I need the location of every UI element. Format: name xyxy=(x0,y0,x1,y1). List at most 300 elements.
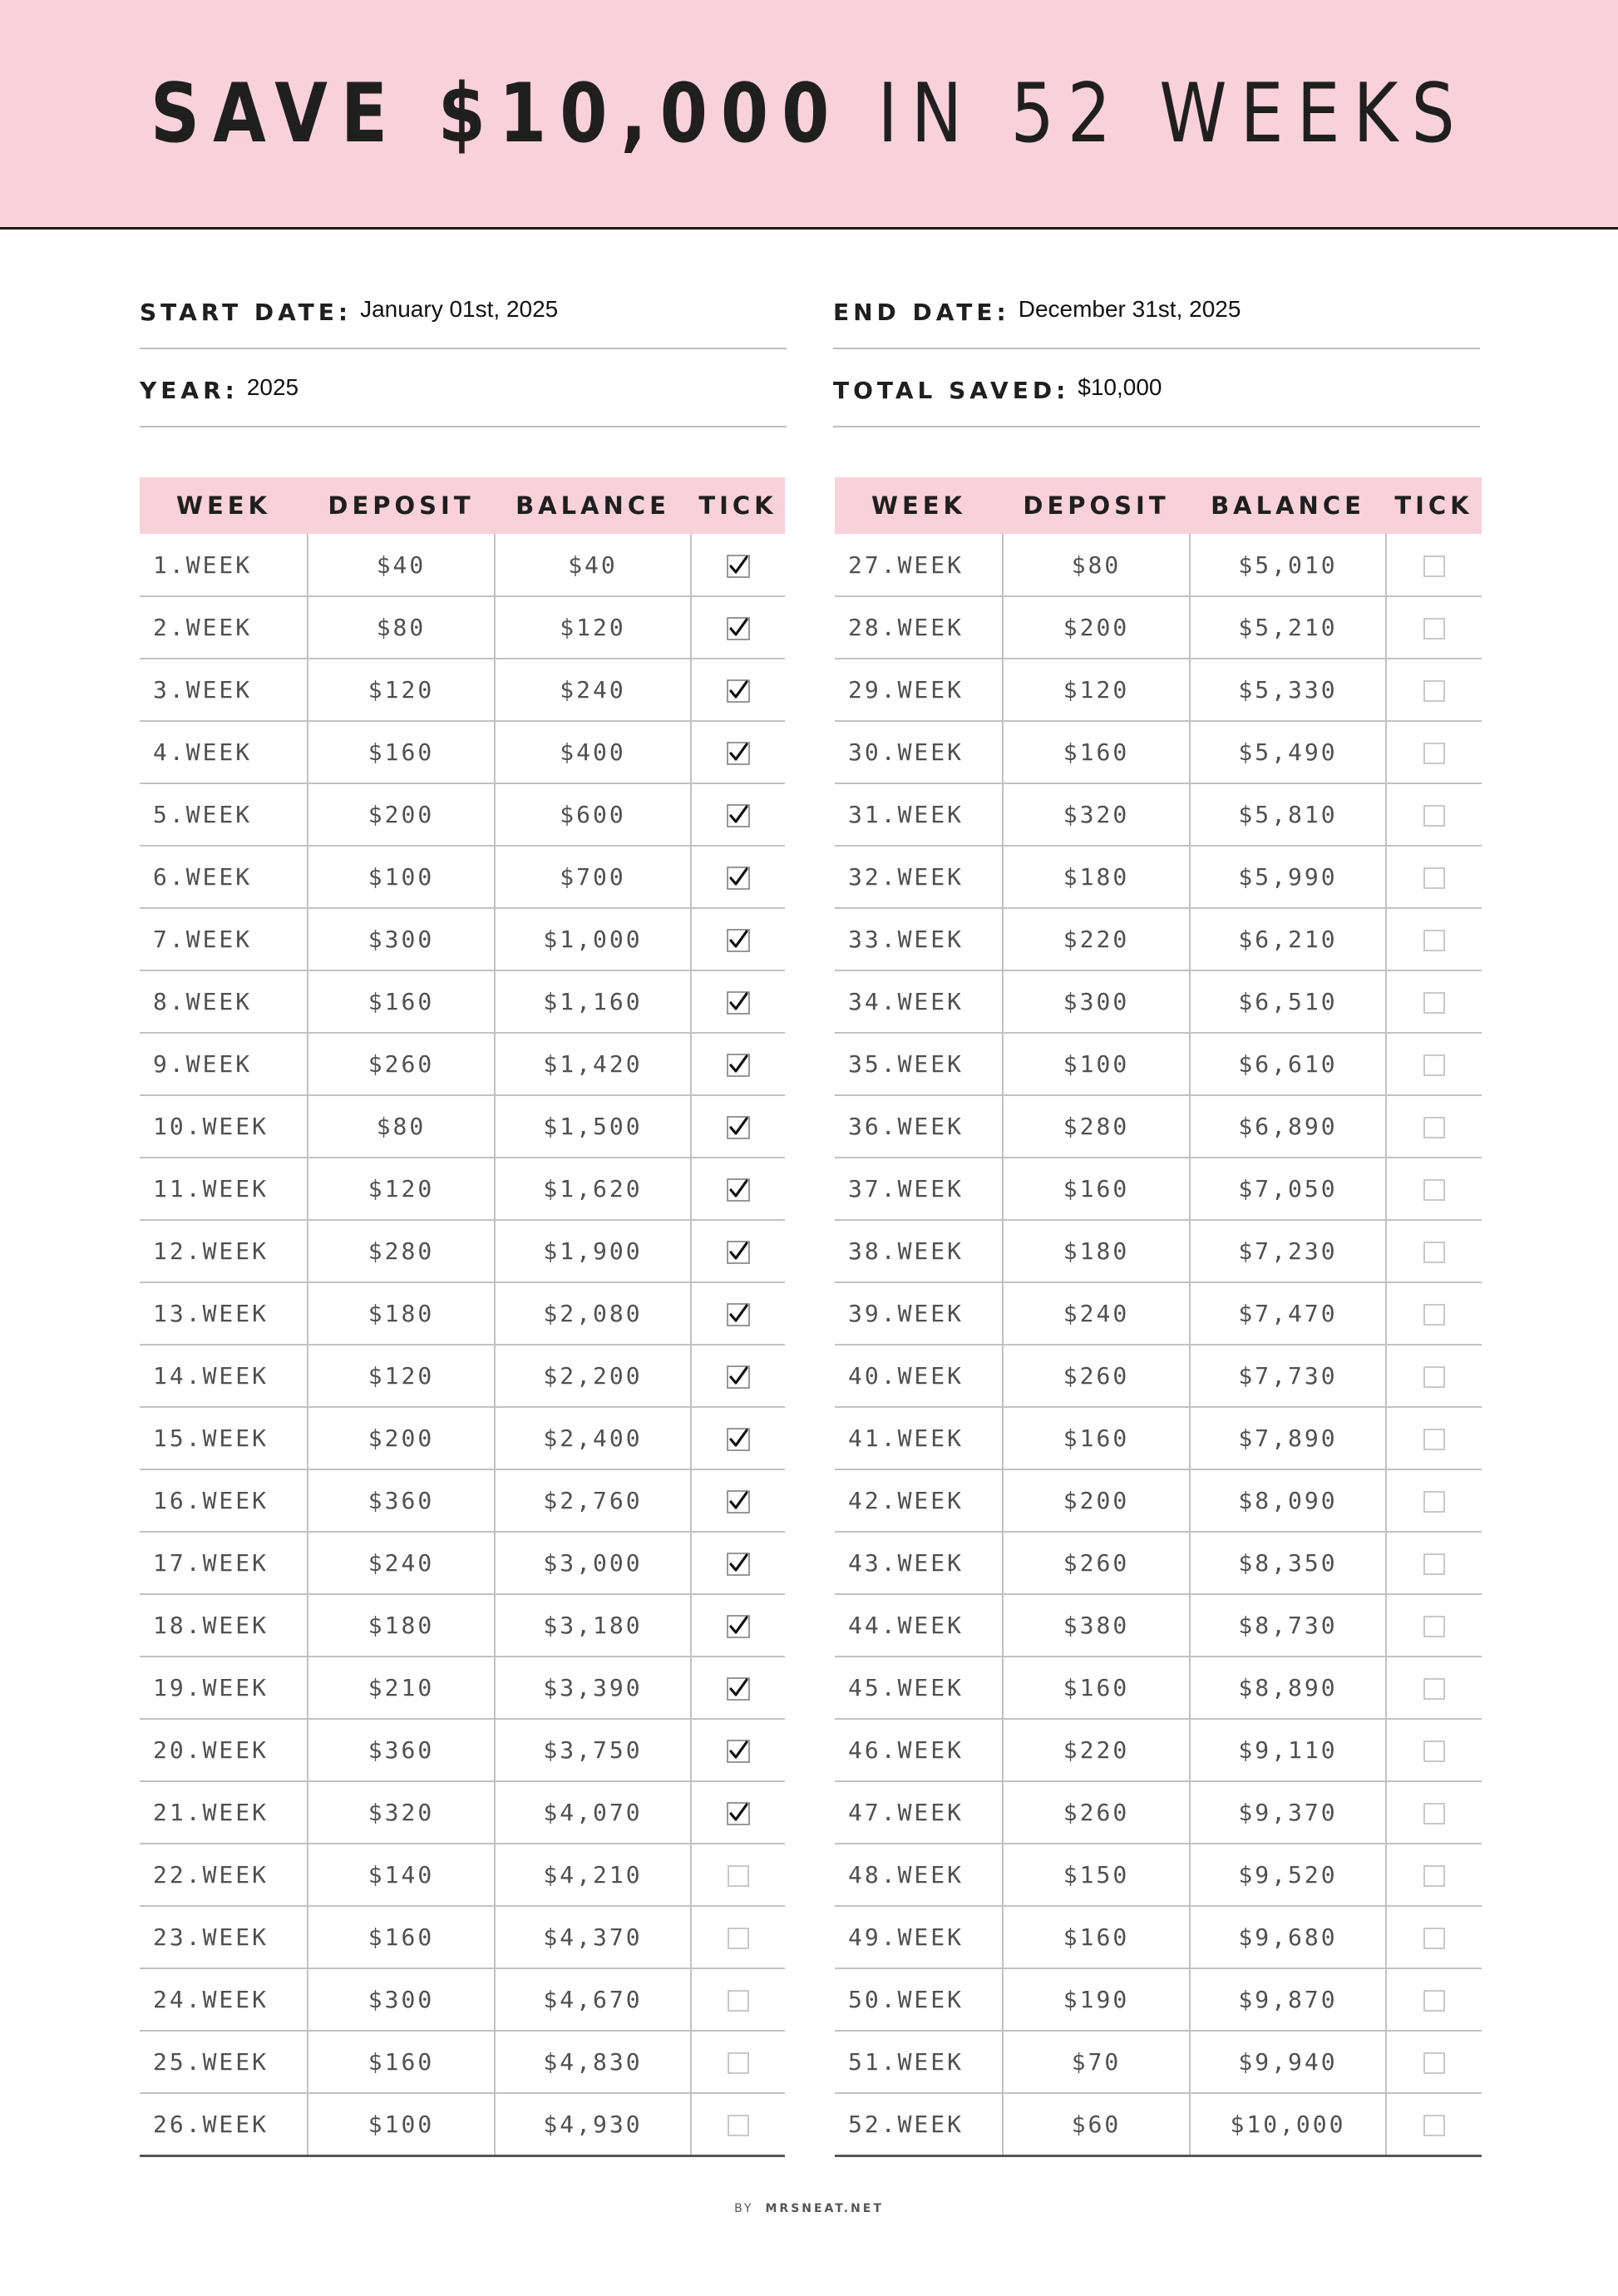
table-row xyxy=(140,908,785,970)
week-cell: 21.WEEK xyxy=(140,1781,308,1844)
balance-cell: $4,070 xyxy=(495,1781,691,1844)
empty-checkbox-icon[interactable] xyxy=(728,2115,749,2136)
week-cell: 19.WEEK xyxy=(140,1657,308,1719)
week-cell: 50.WEEK xyxy=(835,1968,1003,2031)
deposit-cell: $300 xyxy=(308,908,495,970)
week-cell: 33.WEEK xyxy=(835,908,1003,970)
table-row xyxy=(835,846,1482,908)
tick-cell xyxy=(1386,1781,1482,1844)
tick-cell xyxy=(1386,970,1482,1033)
tick-cell xyxy=(1386,721,1482,783)
end-date-rule xyxy=(833,348,1480,349)
deposit-cell: $260 xyxy=(308,1033,495,1095)
table-row xyxy=(835,596,1482,659)
deposit-cell: $40 xyxy=(308,534,495,596)
week-cell: 5.WEEK xyxy=(140,783,308,846)
balance-cell: $700 xyxy=(495,846,691,908)
empty-checkbox-icon[interactable] xyxy=(1423,1054,1445,1076)
empty-checkbox-icon[interactable] xyxy=(728,1865,749,1887)
week-cell: 42.WEEK xyxy=(835,1469,1003,1532)
balance-cell: $8,350 xyxy=(1190,1532,1386,1594)
empty-checkbox-icon[interactable] xyxy=(1423,618,1445,639)
start-date-value: January 01st, 2025 xyxy=(360,296,559,322)
table-row xyxy=(835,1033,1482,1095)
week-cell: 40.WEEK xyxy=(835,1345,1003,1407)
checked-checkbox-icon[interactable] xyxy=(727,617,750,640)
week-cell: 31.WEEK xyxy=(835,783,1003,846)
table-row xyxy=(140,1220,785,1282)
table-row xyxy=(140,1033,785,1095)
empty-checkbox-icon[interactable] xyxy=(1423,2052,1445,2074)
balance-cell: $5,490 xyxy=(1190,721,1386,783)
deposit-cell: $80 xyxy=(308,1095,495,1158)
balance-cell: $7,890 xyxy=(1190,1407,1386,1469)
footer-site: MRSNEAT.NET xyxy=(765,2202,884,2215)
start-date-rule xyxy=(140,348,787,349)
week-cell: 30.WEEK xyxy=(835,721,1003,783)
tick-cell xyxy=(691,1968,785,2031)
deposit-cell: $100 xyxy=(1003,1033,1190,1095)
deposit-cell: $280 xyxy=(1003,1095,1190,1158)
deposit-cell: $160 xyxy=(1003,1407,1190,1469)
footer-credit xyxy=(0,2202,1618,2215)
week-cell: 44.WEEK xyxy=(835,1594,1003,1657)
empty-checkbox-icon[interactable] xyxy=(1423,1803,1445,1824)
tick-cell xyxy=(691,1657,785,1719)
table-row xyxy=(835,1158,1482,1220)
empty-checkbox-icon[interactable] xyxy=(1423,1553,1445,1575)
column-header-deposit: DEPOSIT xyxy=(1003,477,1190,534)
checked-checkbox-icon[interactable] xyxy=(727,742,750,765)
balance-cell: $7,470 xyxy=(1190,1282,1386,1345)
empty-checkbox-icon[interactable] xyxy=(1423,867,1445,889)
savings-table-left xyxy=(140,477,785,2157)
table-row xyxy=(140,1719,785,1781)
empty-checkbox-icon[interactable] xyxy=(1423,1179,1445,1201)
tick-cell xyxy=(691,1781,785,1844)
week-cell: 34.WEEK xyxy=(835,970,1003,1033)
table-row xyxy=(835,908,1482,970)
checked-checkbox-icon[interactable] xyxy=(727,867,750,890)
week-cell: 4.WEEK xyxy=(140,721,308,783)
table-row xyxy=(835,1906,1482,1968)
balance-cell: $5,990 xyxy=(1190,846,1386,908)
tick-cell xyxy=(1386,1158,1482,1220)
total-saved-label: TOTAL SAVED: xyxy=(833,377,1070,404)
table-row xyxy=(835,1594,1482,1657)
balance-cell: $8,890 xyxy=(1190,1657,1386,1719)
deposit-cell: $70 xyxy=(1003,2031,1190,2093)
table-row xyxy=(140,846,785,908)
table-row xyxy=(140,970,785,1033)
deposit-cell: $160 xyxy=(1003,721,1190,783)
column-header-balance: BALANCE xyxy=(495,477,691,534)
deposit-cell: $200 xyxy=(308,783,495,846)
table-row xyxy=(140,1158,785,1220)
deposit-cell: $160 xyxy=(308,970,495,1033)
column-header-week: WEEK xyxy=(140,477,308,534)
week-cell: 20.WEEK xyxy=(140,1719,308,1781)
week-cell: 45.WEEK xyxy=(835,1657,1003,1719)
deposit-cell: $160 xyxy=(308,721,495,783)
table-row xyxy=(140,1282,785,1345)
total-saved-field[interactable] xyxy=(833,368,1162,404)
deposit-cell: $120 xyxy=(308,1345,495,1407)
checked-checkbox-icon[interactable] xyxy=(727,1116,750,1139)
week-cell: 1.WEEK xyxy=(140,534,308,596)
table-row xyxy=(140,1345,785,1407)
week-cell: 12.WEEK xyxy=(140,1220,308,1282)
deposit-cell: $100 xyxy=(308,846,495,908)
balance-cell: $4,670 xyxy=(495,1968,691,2031)
header-banner xyxy=(0,0,1618,230)
column-header-tick: TICK xyxy=(691,477,785,534)
balance-cell: $9,940 xyxy=(1190,2031,1386,2093)
balance-cell: $600 xyxy=(495,783,691,846)
table-row xyxy=(835,1407,1482,1469)
balance-cell: $4,930 xyxy=(495,2093,691,2155)
balance-cell: $8,730 xyxy=(1190,1594,1386,1657)
table-row xyxy=(140,1906,785,1968)
week-cell: 51.WEEK xyxy=(835,2031,1003,2093)
table-row xyxy=(835,2031,1482,2093)
table-row xyxy=(140,721,785,783)
empty-checkbox-icon[interactable] xyxy=(1423,930,1445,951)
week-cell: 32.WEEK xyxy=(835,846,1003,908)
checked-checkbox-icon[interactable] xyxy=(727,1553,750,1576)
footer-by: BY xyxy=(734,2202,754,2215)
week-cell: 24.WEEK xyxy=(140,1968,308,2031)
tick-cell xyxy=(691,1158,785,1220)
checked-checkbox-icon[interactable] xyxy=(727,1365,750,1389)
deposit-cell: $280 xyxy=(308,1220,495,1282)
empty-checkbox-icon[interactable] xyxy=(728,1990,749,2012)
deposit-cell: $240 xyxy=(308,1532,495,1594)
table-row xyxy=(835,2093,1482,2155)
balance-cell: $9,110 xyxy=(1190,1719,1386,1781)
table-row xyxy=(140,2031,785,2093)
deposit-cell: $100 xyxy=(308,2093,495,2155)
empty-checkbox-icon[interactable] xyxy=(1423,743,1445,764)
tick-cell xyxy=(1386,1844,1482,1906)
empty-checkbox-icon[interactable] xyxy=(1423,1366,1445,1388)
empty-checkbox-icon[interactable] xyxy=(1423,992,1445,1014)
table-row xyxy=(140,1532,785,1594)
table-row xyxy=(140,596,785,659)
start-date-label: START DATE: xyxy=(140,299,353,326)
deposit-cell: $200 xyxy=(1003,596,1190,659)
deposit-cell: $160 xyxy=(1003,1906,1190,1968)
balance-cell: $1,500 xyxy=(495,1095,691,1158)
checked-checkbox-icon[interactable] xyxy=(727,1054,750,1077)
balance-cell: $6,890 xyxy=(1190,1095,1386,1158)
tick-cell xyxy=(691,908,785,970)
tick-cell xyxy=(1386,1220,1482,1282)
table-row xyxy=(835,1657,1482,1719)
empty-checkbox-icon[interactable] xyxy=(1423,1616,1445,1637)
tick-cell xyxy=(691,970,785,1033)
tick-cell xyxy=(691,1220,785,1282)
year-value: 2025 xyxy=(246,374,299,400)
tick-cell xyxy=(691,1594,785,1657)
table-row xyxy=(140,1657,785,1719)
balance-cell: $1,420 xyxy=(495,1033,691,1095)
tick-cell xyxy=(691,1719,785,1781)
table-row xyxy=(835,783,1482,846)
balance-cell: $9,370 xyxy=(1190,1781,1386,1844)
table-row xyxy=(140,1095,785,1158)
table-row xyxy=(835,1095,1482,1158)
tick-cell xyxy=(1386,1033,1482,1095)
week-cell: 37.WEEK xyxy=(835,1158,1003,1220)
deposit-cell: $200 xyxy=(1003,1469,1190,1532)
balance-cell: $2,200 xyxy=(495,1345,691,1407)
tick-cell xyxy=(1386,1657,1482,1719)
balance-cell: $9,680 xyxy=(1190,1906,1386,1968)
end-date-field[interactable] xyxy=(833,289,1241,326)
deposit-cell: $140 xyxy=(308,1844,495,1906)
end-date-value: December 31st, 2025 xyxy=(1018,296,1241,322)
checked-checkbox-icon[interactable] xyxy=(727,804,750,827)
year-field[interactable] xyxy=(140,368,298,404)
start-date-field[interactable] xyxy=(140,289,558,326)
tick-cell xyxy=(1386,1345,1482,1407)
table-row xyxy=(140,1469,785,1532)
week-cell: 25.WEEK xyxy=(140,2031,308,2093)
empty-checkbox-icon[interactable] xyxy=(1423,2115,1445,2136)
balance-cell: $9,870 xyxy=(1190,1968,1386,2031)
checked-checkbox-icon[interactable] xyxy=(727,555,750,578)
balance-cell: $7,730 xyxy=(1190,1345,1386,1407)
balance-cell: $6,210 xyxy=(1190,908,1386,970)
savings-table-right xyxy=(835,477,1482,2157)
tick-cell xyxy=(691,1844,785,1906)
tick-cell xyxy=(1386,783,1482,846)
table-row xyxy=(835,1282,1482,1345)
deposit-cell: $320 xyxy=(1003,783,1190,846)
balance-cell: $8,090 xyxy=(1190,1469,1386,1532)
tick-cell xyxy=(1386,2093,1482,2155)
balance-cell: $2,080 xyxy=(495,1282,691,1345)
checked-checkbox-icon[interactable] xyxy=(727,1241,750,1264)
deposit-cell: $120 xyxy=(308,659,495,721)
table-row xyxy=(140,783,785,846)
empty-checkbox-icon[interactable] xyxy=(1423,1491,1445,1513)
deposit-cell: $180 xyxy=(308,1282,495,1345)
column-header-week: WEEK xyxy=(835,477,1003,534)
tick-cell xyxy=(691,534,785,596)
checked-checkbox-icon[interactable] xyxy=(727,929,750,952)
empty-checkbox-icon[interactable] xyxy=(1423,555,1445,577)
deposit-cell: $180 xyxy=(1003,1220,1190,1282)
week-cell: 2.WEEK xyxy=(140,596,308,659)
week-cell: 13.WEEK xyxy=(140,1282,308,1345)
empty-checkbox-icon[interactable] xyxy=(1423,1928,1445,1949)
table-row xyxy=(835,534,1482,596)
tick-cell xyxy=(691,1345,785,1407)
table-row xyxy=(835,721,1482,783)
empty-checkbox-icon[interactable] xyxy=(1423,1865,1445,1887)
tick-cell xyxy=(1386,1719,1482,1781)
week-cell: 35.WEEK xyxy=(835,1033,1003,1095)
table-row xyxy=(140,1781,785,1844)
week-cell: 22.WEEK xyxy=(140,1844,308,1906)
table-row xyxy=(140,534,785,596)
empty-checkbox-icon[interactable] xyxy=(1423,680,1445,702)
deposit-cell: $210 xyxy=(308,1657,495,1719)
table-row xyxy=(140,2093,785,2155)
deposit-cell: $380 xyxy=(1003,1594,1190,1657)
balance-cell: $4,370 xyxy=(495,1906,691,1968)
empty-checkbox-icon[interactable] xyxy=(1423,1741,1445,1762)
empty-checkbox-icon[interactable] xyxy=(1423,1117,1445,1138)
deposit-cell: $160 xyxy=(1003,1158,1190,1220)
week-cell: 36.WEEK xyxy=(835,1095,1003,1158)
checked-checkbox-icon[interactable] xyxy=(727,1615,750,1638)
tick-cell xyxy=(691,846,785,908)
tick-cell xyxy=(691,2031,785,2093)
deposit-cell: $190 xyxy=(1003,1968,1190,2031)
tick-cell xyxy=(1386,1095,1482,1158)
balance-cell: $7,050 xyxy=(1190,1158,1386,1220)
checked-checkbox-icon[interactable] xyxy=(727,1677,750,1701)
checked-checkbox-icon[interactable] xyxy=(727,1740,750,1763)
week-cell: 15.WEEK xyxy=(140,1407,308,1469)
table-row xyxy=(835,1469,1482,1532)
tick-cell xyxy=(691,1532,785,1594)
checked-checkbox-icon[interactable] xyxy=(727,1428,750,1451)
balance-cell: $7,230 xyxy=(1190,1220,1386,1282)
year-label: YEAR: xyxy=(140,377,239,404)
tick-cell xyxy=(1386,596,1482,659)
tick-cell xyxy=(1386,1968,1482,2031)
deposit-cell: $120 xyxy=(1003,659,1190,721)
table-row xyxy=(835,970,1482,1033)
checked-checkbox-icon[interactable] xyxy=(727,679,750,703)
empty-checkbox-icon[interactable] xyxy=(1423,1242,1445,1263)
table-header-row xyxy=(835,477,1482,534)
tick-cell xyxy=(1386,908,1482,970)
week-cell: 28.WEEK xyxy=(835,596,1003,659)
year-rule xyxy=(140,426,787,427)
empty-checkbox-icon[interactable] xyxy=(1423,1304,1445,1326)
balance-cell: $5,010 xyxy=(1190,534,1386,596)
week-cell: 23.WEEK xyxy=(140,1906,308,1968)
deposit-cell: $240 xyxy=(1003,1282,1190,1345)
deposit-cell: $120 xyxy=(308,1158,495,1220)
deposit-cell: $260 xyxy=(1003,1532,1190,1594)
balance-cell: $3,750 xyxy=(495,1719,691,1781)
tick-cell xyxy=(691,659,785,721)
empty-checkbox-icon[interactable] xyxy=(728,2052,749,2074)
deposit-cell: $160 xyxy=(308,2031,495,2093)
tick-cell xyxy=(691,1906,785,1968)
page-title xyxy=(150,67,1468,161)
week-cell: 43.WEEK xyxy=(835,1532,1003,1594)
tick-cell xyxy=(691,1407,785,1469)
balance-cell: $5,330 xyxy=(1190,659,1386,721)
week-cell: 17.WEEK xyxy=(140,1532,308,1594)
column-header-deposit: DEPOSIT xyxy=(308,477,495,534)
table-row xyxy=(835,1968,1482,2031)
empty-checkbox-icon[interactable] xyxy=(1423,805,1445,827)
deposit-cell: $220 xyxy=(1003,908,1190,970)
tick-cell xyxy=(1386,846,1482,908)
total-saved-rule xyxy=(833,426,1480,427)
deposit-cell: $80 xyxy=(1003,534,1190,596)
table-row xyxy=(140,1968,785,2031)
balance-cell: $5,810 xyxy=(1190,783,1386,846)
balance-cell: $3,000 xyxy=(495,1532,691,1594)
checked-checkbox-icon[interactable] xyxy=(727,1802,750,1825)
week-cell: 8.WEEK xyxy=(140,970,308,1033)
week-cell: 27.WEEK xyxy=(835,534,1003,596)
balance-cell: $2,760 xyxy=(495,1469,691,1532)
balance-cell: $40 xyxy=(495,534,691,596)
week-cell: 52.WEEK xyxy=(835,2093,1003,2155)
checked-checkbox-icon[interactable] xyxy=(727,991,750,1015)
table-row xyxy=(835,659,1482,721)
week-cell: 6.WEEK xyxy=(140,846,308,908)
empty-checkbox-icon[interactable] xyxy=(1423,1429,1445,1450)
table-row xyxy=(835,1844,1482,1906)
week-cell: 29.WEEK xyxy=(835,659,1003,721)
tick-cell xyxy=(691,1282,785,1345)
week-cell: 47.WEEK xyxy=(835,1781,1003,1844)
deposit-cell: $320 xyxy=(308,1781,495,1844)
checked-checkbox-icon[interactable] xyxy=(727,1178,750,1202)
deposit-cell: $160 xyxy=(1003,1657,1190,1719)
balance-cell: $3,390 xyxy=(495,1657,691,1719)
week-cell: 10.WEEK xyxy=(140,1095,308,1158)
balance-cell: $2,400 xyxy=(495,1407,691,1469)
title-bold: SAVE $10,000 xyxy=(150,66,843,161)
balance-cell: $1,620 xyxy=(495,1158,691,1220)
checked-checkbox-icon[interactable] xyxy=(727,1490,750,1513)
balance-cell: $240 xyxy=(495,659,691,721)
deposit-cell: $260 xyxy=(1003,1345,1190,1407)
title-light: IN 52 WEEKS xyxy=(877,66,1468,161)
tick-cell xyxy=(691,596,785,659)
empty-checkbox-icon[interactable] xyxy=(1423,1678,1445,1700)
week-cell: 7.WEEK xyxy=(140,908,308,970)
table-row xyxy=(140,659,785,721)
balance-cell: $400 xyxy=(495,721,691,783)
total-saved-value: $10,000 xyxy=(1078,374,1162,400)
deposit-cell: $150 xyxy=(1003,1844,1190,1906)
balance-cell: $6,610 xyxy=(1190,1033,1386,1095)
tick-cell xyxy=(1386,1407,1482,1469)
week-cell: 3.WEEK xyxy=(140,659,308,721)
tick-cell xyxy=(691,1033,785,1095)
empty-checkbox-icon[interactable] xyxy=(728,1928,749,1949)
checked-checkbox-icon[interactable] xyxy=(727,1303,750,1326)
deposit-cell: $260 xyxy=(1003,1781,1190,1844)
tick-cell xyxy=(691,2093,785,2155)
column-header-balance: BALANCE xyxy=(1190,477,1386,534)
table-row xyxy=(835,1719,1482,1781)
table-row xyxy=(140,1594,785,1657)
balance-cell: $6,510 xyxy=(1190,970,1386,1033)
empty-checkbox-icon[interactable] xyxy=(1423,1990,1445,2012)
week-cell: 39.WEEK xyxy=(835,1282,1003,1345)
week-cell: 16.WEEK xyxy=(140,1469,308,1532)
balance-cell: $1,900 xyxy=(495,1220,691,1282)
deposit-cell: $360 xyxy=(308,1719,495,1781)
column-header-tick: TICK xyxy=(1386,477,1482,534)
tick-cell xyxy=(1386,659,1482,721)
deposit-cell: $360 xyxy=(308,1469,495,1532)
